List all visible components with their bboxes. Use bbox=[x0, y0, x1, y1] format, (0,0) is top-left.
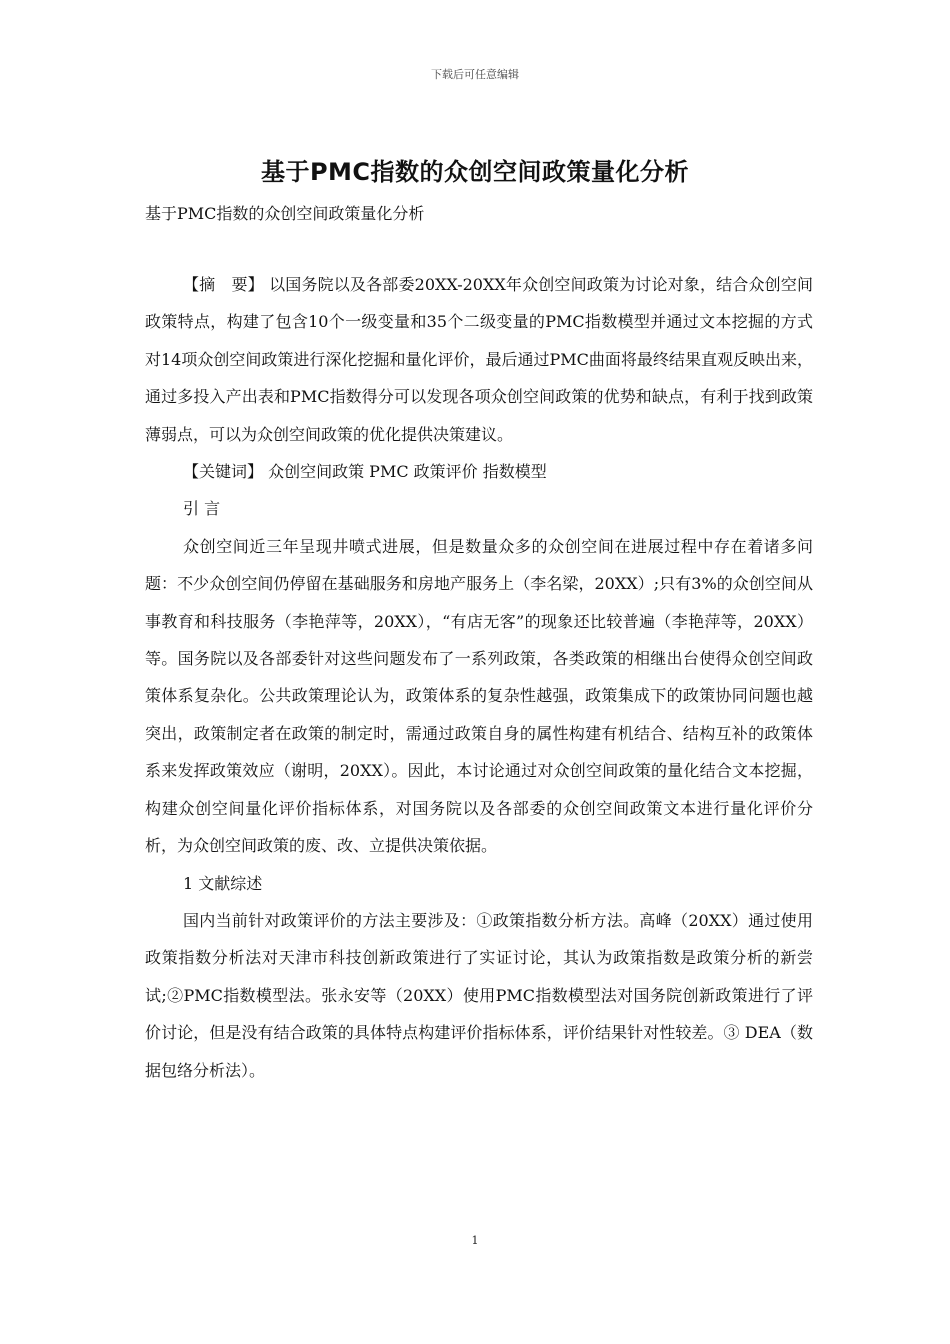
document-title: 基于PMC指数的众创空间政策量化分析 bbox=[260, 158, 690, 186]
page-number: 1 bbox=[471, 1234, 479, 1247]
section-1-heading: 1 文献综述 bbox=[183, 873, 263, 893]
page-header-note: 下载后可任意编辑 bbox=[431, 68, 519, 81]
intro-heading: 引 言 bbox=[183, 499, 221, 519]
document-body bbox=[145, 266, 813, 1089]
section-1-paragraph: 国内当前针对政策评价的方法主要涉及：①政策指数分析方法。高峰（20XX）通过使用政策指数分析法对天津市科技创新政策进行了实证讨论，其认为政策指数是政策分析的新尝试;②PMC指数模型法。张永安等（20XX）使用PMC指数模型法对国务院创新政策进行了评价讨论，但是没有结合政策的具体特点构建评价指标体系，评价结果针对性较差。③ DEA（数据包络分析法）。 bbox=[145, 910, 813, 1080]
abstract-paragraph: 【摘 要】 以国务院以及各部委20XX-20XX年众创空间政策为讨论对象，结合众创空间政策特点，构建了包含10个一级变量和35个二级变量的PMC指数模型并通过文本挖掘的方式对14项众创空间政策进行深化挖掘和量化评价，最后通过PMC曲面将最终结果直观反映出来，通过多投入产出表和PMC指数得分可以发现各项众创空间政策的优势和缺点，有利于找到政策薄弱点，可以为众创空间政策的优化提供决策建议。 bbox=[145, 275, 813, 444]
intro-paragraph: 众创空间近三年呈现井喷式进展，但是数量众多的众创空间在进展过程中存在着诸多问题：不少众创空间仍停留在基础服务和房地产服务上（李名梁，20XX）;只有3%的众创空间从事教育和科技服务（李艳萍等，20XX），“有店无客”的现象还比较普遍（李艳萍等，20XX）等。国务院以及各部委针对这些问题发布了一系列政策，各类政策的相继出台使得众创空间政策体系复杂化。公共政策理论认为，政策体系的复杂性越强，政策集成下的政策协同问题也越突出，政策制定者在政策的制定时，需通过政策自身的属性构建有机结合、结构互补的政策体系来发挥政策效应（谢明，20XX）。因此，本讨论通过对众创空间政策的量化结合文本挖掘，构建众创空间量化评价指标体系，对国务院以及各部委的众创空间政策文本进行量化评价分析，为众创空间政策的废、改、立提供决策依据。 bbox=[145, 536, 813, 856]
keywords-line: 【关键词】 众创空间政策 PMC 政策评价 指数模型 bbox=[183, 462, 547, 482]
document-subtitle: 基于PMC指数的众创空间政策量化分析 bbox=[145, 204, 425, 223]
